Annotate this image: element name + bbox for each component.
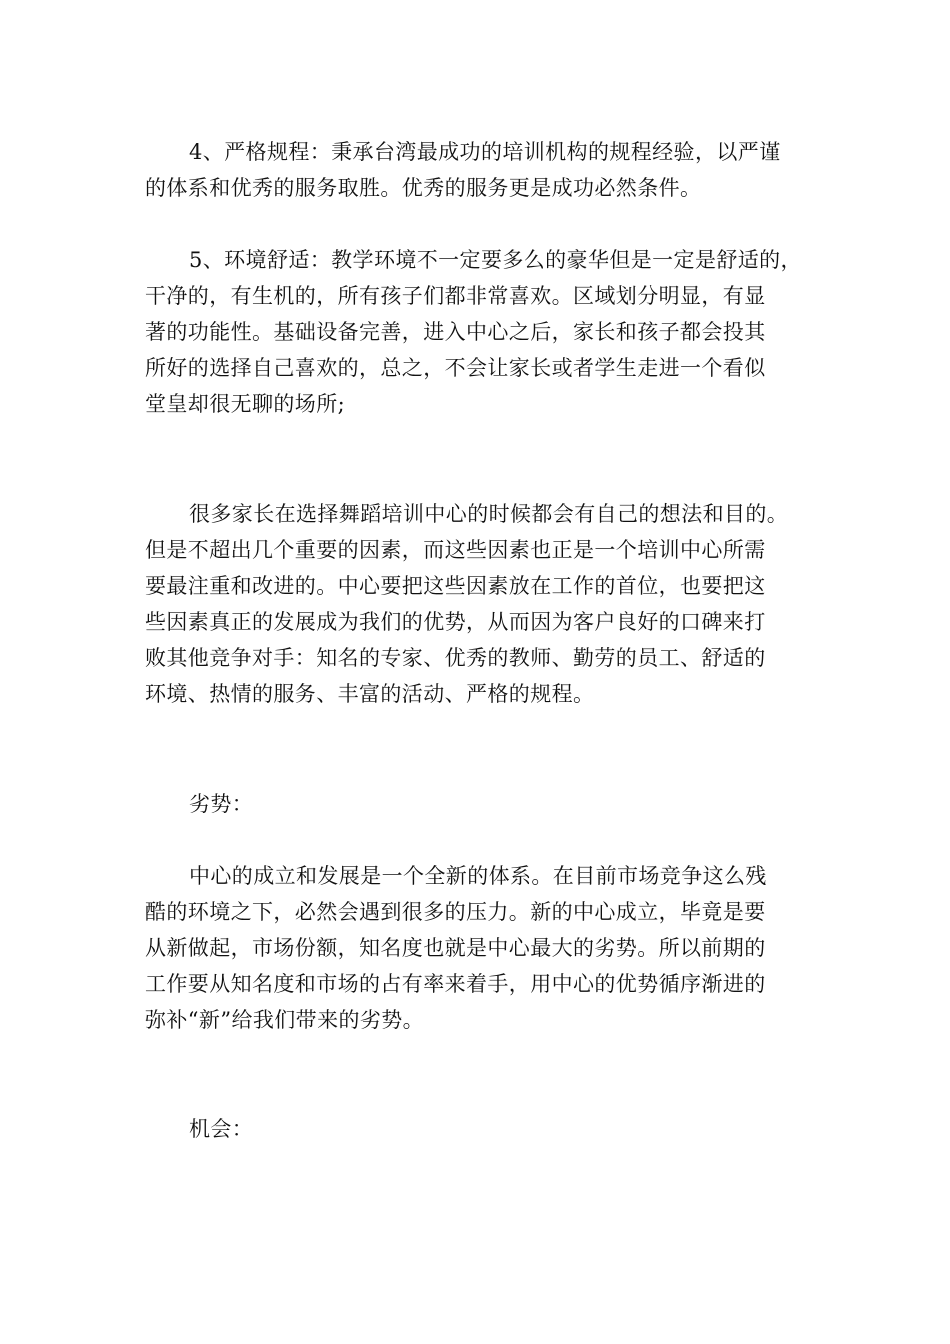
paragraph-line: 5、环境舒适：教学环境不一定要多么的豪华但是一定是舒适的， [189,248,802,272]
paragraph-line: 中心的成立和发展是一个全新的体系。在目前市场竞争这么残 [189,864,767,888]
section-heading: 机会： [189,1117,254,1141]
paragraph-comfortable-environment [145,242,825,422]
paragraph-weaknesses [145,858,825,1038]
paragraph-strict-procedures [145,134,825,206]
paragraph-line: 败其他竞争对手：知名的专家、优秀的教师、勤劳的员工、舒适的 [145,646,766,670]
paragraph-line: 从新做起，市场份额，知名度也就是中心最大的劣势。所以前期的 [145,936,766,960]
paragraph-line: 很多家长在选择舞蹈培训中心的时候都会有自己的想法和目的。 [189,502,789,526]
paragraph-line: 工作要从知名度和市场的占有率来着手，用中心的优势循序渐进的 [145,972,766,996]
paragraph-key-factors [145,496,825,712]
paragraph-line: 著的功能性。基础设备完善，进入中心之后，家长和孩子都会投其 [145,320,766,344]
paragraph-line: 的体系和优秀的服务取胜。优秀的服务更是成功必然条件。 [145,176,702,200]
heading-weaknesses [145,786,825,822]
paragraph-line: 些因素真正的发展成为我们的优势，从而因为客户良好的口碑来打 [145,610,766,634]
paragraph-line: 干净的，有生机的，所有孩子们都非常喜欢。区域划分明显，有显 [145,284,766,308]
paragraph-line: 4、严格规程：秉承台湾最成功的培训机构的规程经验，以严谨 [189,140,781,164]
paragraph-line: 要最注重和改进的。中心要把这些因素放在工作的首位，也要把这 [145,574,766,598]
heading-opportunities [145,1111,825,1147]
paragraph-line: 但是不超出几个重要的因素，而这些因素也正是一个培训中心所需 [145,538,766,562]
paragraph-line: 弥补“新”给我们带来的劣势。 [145,1008,425,1032]
paragraph-line: 所好的选择自己喜欢的，总之，不会让家长或者学生走进一个看似 [145,356,766,380]
paragraph-line: 酷的环境之下，必然会遇到很多的压力。新的中心成立，毕竟是要 [145,900,766,924]
paragraph-line: 环境、热情的服务、丰富的活动、严格的规程。 [145,682,595,706]
section-heading: 劣势： [189,792,254,816]
paragraph-line: 堂皇却很无聊的场所; [145,392,346,416]
